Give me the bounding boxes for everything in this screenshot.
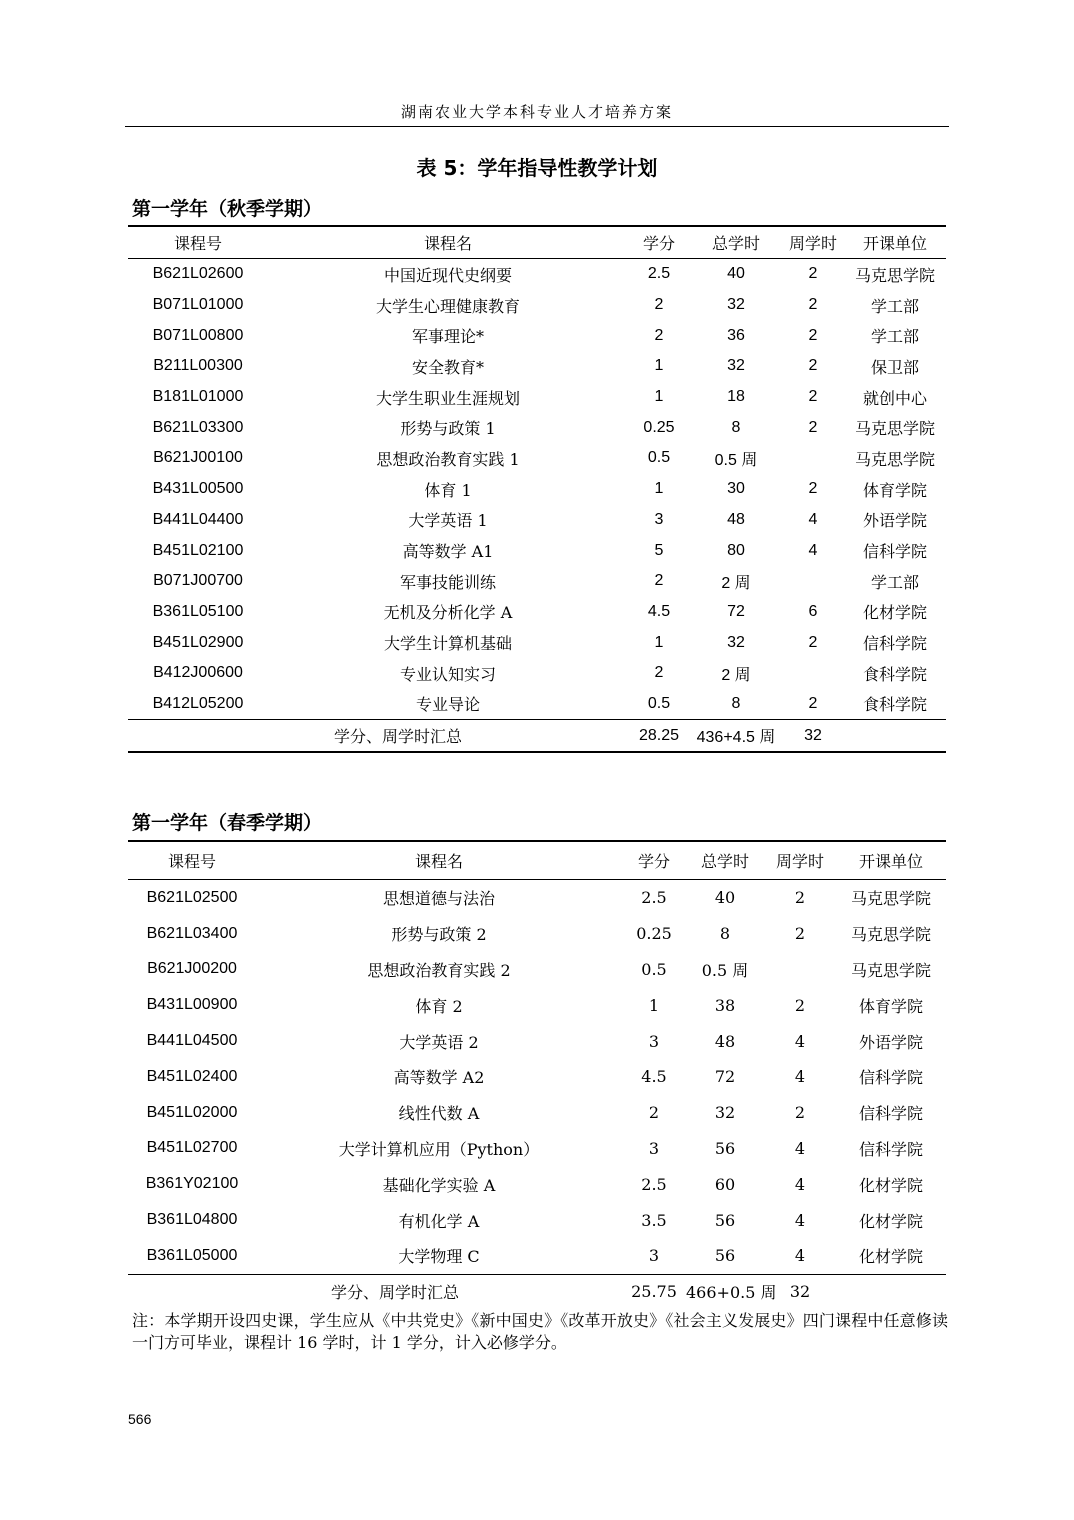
summary-credits: 25.75 [622, 1274, 686, 1309]
col-header-department: 开课单位 [836, 841, 946, 880]
col-header-name: 课程名 [268, 226, 628, 259]
table-row [128, 952, 946, 988]
department-cell: 体育学院 [862, 480, 927, 500]
col-header-weekly-hours: 周学时 [764, 841, 836, 880]
summary-hours: 436+4.5 周 [690, 720, 782, 753]
table-row [128, 566, 946, 597]
course-name-cell: 大学计算机应用（Python） [338, 1139, 540, 1159]
course-code-cell: B071J00700 [153, 572, 243, 590]
table-row [128, 412, 946, 443]
credits-cell: 0.25 [643, 418, 675, 436]
col-header-credits: 学分 [622, 841, 686, 880]
course-name-cell: 专业认知实习 [399, 664, 496, 684]
table-row [128, 259, 946, 290]
credits-cell: 2 [654, 664, 664, 682]
col-header-total-hours: 总学时 [686, 841, 764, 880]
table-row [128, 535, 946, 566]
summary-label: 学分、周学时汇总 [128, 720, 628, 753]
total-hours-cell: 2 周 [721, 574, 751, 592]
credits-cell: 3 [648, 1138, 660, 1158]
credits-cell: 3 [648, 1246, 660, 1266]
table-row [128, 1023, 946, 1059]
semester1-title: 第一学年（秋季学期） [132, 198, 323, 220]
credits-cell: 2.5 [647, 265, 671, 283]
weekly-hours-cell [782, 566, 844, 597]
department-cell: 学工部 [870, 327, 919, 347]
page-number: 566 [128, 1411, 152, 1427]
credits-cell: 2 [654, 572, 664, 590]
department-cell: 信科学院 [858, 1139, 923, 1159]
total-hours-cell: 72 [727, 602, 745, 620]
credits-cell: 3 [654, 510, 664, 528]
course-code-cell: B361L05100 [152, 602, 244, 620]
table-row [128, 916, 946, 952]
department-cell: 学工部 [870, 296, 919, 316]
total-hours-cell: 8 [731, 418, 741, 436]
department-cell: 化材学院 [858, 1211, 923, 1231]
credits-cell: 1 [654, 388, 664, 406]
table-row [128, 597, 946, 628]
weekly-hours-cell: 2 [808, 418, 818, 436]
weekly-hours-cell [764, 952, 836, 988]
total-hours-cell: 48 [714, 1031, 736, 1051]
course-name-cell: 大学生心理健康教育 [375, 296, 520, 316]
weekly-hours-cell: 4 [794, 1138, 806, 1158]
table-row [128, 627, 946, 658]
weekly-hours-cell: 2 [808, 694, 818, 712]
total-hours-cell: 40 [714, 888, 736, 908]
course-name-cell: 大学物理 C [398, 1247, 480, 1267]
course-code-cell: B361Y02100 [145, 1175, 239, 1193]
col-header-department: 开课单位 [844, 226, 946, 259]
weekly-hours-cell: 4 [794, 1067, 806, 1087]
course-code-cell: B451L02000 [146, 1103, 238, 1121]
total-hours-cell: 38 [714, 995, 736, 1015]
total-hours-cell: 60 [714, 1174, 736, 1194]
total-hours-cell: 56 [714, 1210, 736, 1230]
course-name-cell: 体育 2 [415, 996, 463, 1016]
department-cell: 信科学院 [862, 634, 927, 654]
table-row [128, 1166, 946, 1202]
department-cell: 学工部 [870, 572, 919, 592]
semester2-rows [128, 880, 946, 1275]
course-code-cell: B071L00800 [152, 326, 244, 344]
course-name-cell: 大学英语 2 [399, 1032, 479, 1052]
weekly-hours-cell: 4 [808, 510, 818, 528]
course-name-cell: 体育 1 [424, 480, 472, 500]
summary-credits: 28.25 [628, 720, 690, 753]
course-code-cell: B441L04400 [152, 510, 244, 528]
summary-empty [844, 720, 946, 753]
credits-cell: 2 [654, 326, 664, 344]
department-cell: 马克思学院 [850, 960, 931, 980]
course-code-cell: B361L04800 [146, 1211, 238, 1229]
course-name-cell: 线性代数 A [398, 1104, 480, 1124]
credits-cell: 2 [648, 1103, 660, 1123]
course-name-cell: 中国近现代史纲要 [383, 265, 512, 285]
total-hours-cell: 32 [727, 357, 745, 375]
course-name-cell: 高等数学 A1 [402, 542, 494, 562]
col-header-weekly-hours: 周学时 [782, 226, 844, 259]
footnote: 注：本学期开设四史课，学生应从《中共党史》《新中国史》《改革开放史》《社会主义发展史》四门课程中任意修读一门方可毕业，课程计 16 学时，计 1 学分，计入必修学分。 [132, 1311, 948, 1352]
weekly-hours-cell: 2 [794, 888, 806, 908]
credits-cell: 2.5 [641, 1174, 667, 1194]
credits-cell: 2.5 [641, 888, 667, 908]
table-row [128, 689, 946, 720]
department-cell: 马克思学院 [850, 889, 931, 909]
course-code-cell: B431L00900 [146, 996, 238, 1014]
department-cell: 食科学院 [862, 695, 927, 715]
table-row [128, 320, 946, 351]
table-header-row [128, 226, 946, 259]
summary-empty [836, 1274, 946, 1309]
total-hours-cell: 56 [714, 1246, 736, 1266]
semester2-table [128, 840, 946, 1309]
weekly-hours-cell [782, 443, 844, 474]
weekly-hours-cell: 2 [808, 326, 818, 344]
page-header: 湖南农业大学本科专业人才培养方案 [125, 98, 949, 127]
course-code-cell: B621L02500 [146, 888, 238, 906]
col-header-name: 课程名 [256, 841, 622, 880]
semester2-title: 第一学年（春季学期） [132, 812, 323, 834]
credits-cell: 2 [654, 296, 664, 314]
course-name-cell: 专业导论 [415, 695, 480, 715]
credits-cell: 0.25 [636, 924, 672, 944]
credits-cell: 1 [654, 633, 664, 651]
summary-label: 学分、周学时汇总 [128, 1274, 622, 1309]
table-header-row [128, 841, 946, 880]
total-hours-cell: 56 [714, 1138, 736, 1158]
weekly-hours-cell: 2 [794, 1103, 806, 1123]
course-code-cell: B621J00100 [153, 449, 243, 467]
weekly-hours-cell: 4 [808, 541, 818, 559]
credits-cell: 5 [654, 541, 664, 559]
course-name-cell: 有机化学 A [398, 1211, 480, 1231]
semester1-table [128, 225, 946, 753]
department-cell: 马克思学院 [850, 925, 931, 945]
department-cell: 化材学院 [862, 603, 927, 623]
course-name-cell: 军事技能训练 [399, 572, 496, 592]
credits-cell: 1 [648, 995, 660, 1015]
weekly-hours-cell: 2 [794, 924, 806, 944]
department-cell: 化材学院 [858, 1175, 923, 1195]
table-row [128, 987, 946, 1023]
total-hours-cell: 32 [727, 296, 745, 314]
table-row [128, 443, 946, 474]
total-hours-cell: 0.5 周 [701, 960, 749, 980]
weekly-hours-cell: 4 [794, 1174, 806, 1194]
weekly-hours-cell [782, 658, 844, 689]
table-row [128, 505, 946, 536]
course-name-cell: 大学生职业生涯规划 [375, 388, 520, 408]
course-name-cell: 基础化学实验 A [382, 1175, 496, 1195]
weekly-hours-cell: 4 [794, 1246, 806, 1266]
department-cell: 化材学院 [858, 1247, 923, 1267]
department-cell: 外语学院 [862, 511, 927, 531]
weekly-hours-cell: 2 [808, 265, 818, 283]
col-header-code: 课程号 [128, 841, 256, 880]
course-name-cell: 思想政治教育实践 1 [376, 449, 520, 469]
department-cell: 马克思学院 [854, 419, 935, 439]
course-name-cell: 形势与政策 2 [391, 925, 487, 945]
table-row [128, 351, 946, 382]
department-cell: 食科学院 [862, 664, 927, 684]
weekly-hours-cell: 6 [808, 602, 818, 620]
total-hours-cell: 32 [714, 1103, 736, 1123]
department-cell: 外语学院 [858, 1032, 923, 1052]
weekly-hours-cell: 4 [794, 1210, 806, 1230]
credits-cell: 3 [648, 1031, 660, 1051]
department-cell: 信科学院 [858, 1068, 923, 1088]
department-cell: 马克思学院 [854, 265, 935, 285]
table-row [128, 1131, 946, 1167]
total-hours-cell: 48 [727, 510, 745, 528]
course-code-cell: B451L02700 [146, 1139, 238, 1157]
table-row [128, 658, 946, 689]
weekly-hours-cell: 2 [808, 480, 818, 498]
table-row [128, 1095, 946, 1131]
course-code-cell: B441L04500 [146, 1032, 238, 1050]
course-code-cell: B412J00600 [153, 664, 243, 682]
department-cell: 就创中心 [862, 388, 927, 408]
table-row [128, 1202, 946, 1238]
summary-weekly: 32 [764, 1274, 836, 1309]
summary-row [128, 1274, 946, 1309]
table-row [128, 1238, 946, 1274]
total-hours-cell: 32 [727, 633, 745, 651]
summary-row [128, 720, 946, 753]
course-name-cell: 安全教育* [411, 357, 484, 377]
credits-cell: 1 [654, 480, 664, 498]
course-code-cell: B621L03300 [152, 418, 244, 436]
department-cell: 马克思学院 [854, 449, 935, 469]
table-row [128, 880, 946, 916]
course-name-cell: 思想政治教育实践 2 [367, 960, 511, 980]
course-code-cell: B451L02900 [152, 633, 244, 651]
table-row [128, 290, 946, 321]
course-code-cell: B621J00200 [147, 960, 237, 978]
course-code-cell: B071L01000 [152, 296, 244, 314]
col-header-credits: 学分 [628, 226, 690, 259]
col-header-total-hours: 总学时 [690, 226, 782, 259]
semester1-rows [128, 259, 946, 720]
credits-cell: 1 [654, 357, 664, 375]
course-code-cell: B211L00300 [153, 357, 243, 375]
credits-cell: 4.5 [647, 602, 671, 620]
course-code-cell: B412L05200 [152, 694, 244, 712]
course-code-cell: B431L00500 [152, 480, 244, 498]
course-name-cell: 无机及分析化学 A [383, 603, 513, 623]
weekly-hours-cell: 2 [808, 388, 818, 406]
department-cell: 保卫部 [870, 357, 919, 377]
table-title: 表 5：学年指导性教学计划 [416, 156, 658, 180]
department-cell: 信科学院 [858, 1104, 923, 1124]
course-code-cell: B451L02100 [152, 541, 244, 559]
course-name-cell: 大学英语 1 [408, 511, 488, 531]
course-code-cell: B621L03400 [146, 924, 238, 942]
course-code-cell: B621L02600 [152, 265, 244, 283]
total-hours-cell: 72 [714, 1067, 736, 1087]
total-hours-cell: 0.5 周 [714, 451, 758, 469]
weekly-hours-cell: 4 [794, 1031, 806, 1051]
table-row [128, 382, 946, 413]
total-hours-cell: 30 [727, 480, 745, 498]
course-name-cell: 形势与政策 1 [400, 419, 496, 439]
total-hours-cell: 36 [727, 326, 745, 344]
total-hours-cell: 2 周 [721, 666, 751, 684]
weekly-hours-cell: 2 [808, 633, 818, 651]
course-name-cell: 思想道德与法治 [382, 889, 495, 909]
weekly-hours-cell: 2 [808, 357, 818, 375]
weekly-hours-cell: 2 [808, 296, 818, 314]
course-name-cell: 大学生计算机基础 [383, 634, 512, 654]
credits-cell: 3.5 [641, 1210, 667, 1230]
course-code-cell: B361L05000 [146, 1246, 238, 1264]
course-name-cell: 高等数学 A2 [393, 1068, 485, 1088]
department-cell: 信科学院 [862, 542, 927, 562]
summary-hours: 466+0.5 周 [686, 1274, 764, 1309]
total-hours-cell: 40 [727, 265, 745, 283]
table-row [128, 1059, 946, 1095]
credits-cell: 0.5 [647, 449, 671, 467]
col-header-code: 课程号 [128, 226, 268, 259]
credits-cell: 0.5 [647, 694, 671, 712]
summary-weekly: 32 [782, 720, 844, 753]
weekly-hours-cell: 2 [794, 995, 806, 1015]
course-code-cell: B451L02400 [146, 1067, 238, 1085]
credits-cell: 0.5 [641, 959, 667, 979]
total-hours-cell: 8 [719, 924, 731, 944]
course-name-cell: 军事理论* [411, 327, 484, 347]
total-hours-cell: 18 [727, 388, 745, 406]
table-row [128, 474, 946, 505]
total-hours-cell: 80 [727, 541, 745, 559]
course-code-cell: B181L01000 [152, 388, 244, 406]
total-hours-cell: 8 [731, 694, 741, 712]
department-cell: 体育学院 [858, 996, 923, 1016]
credits-cell: 4.5 [641, 1067, 667, 1087]
